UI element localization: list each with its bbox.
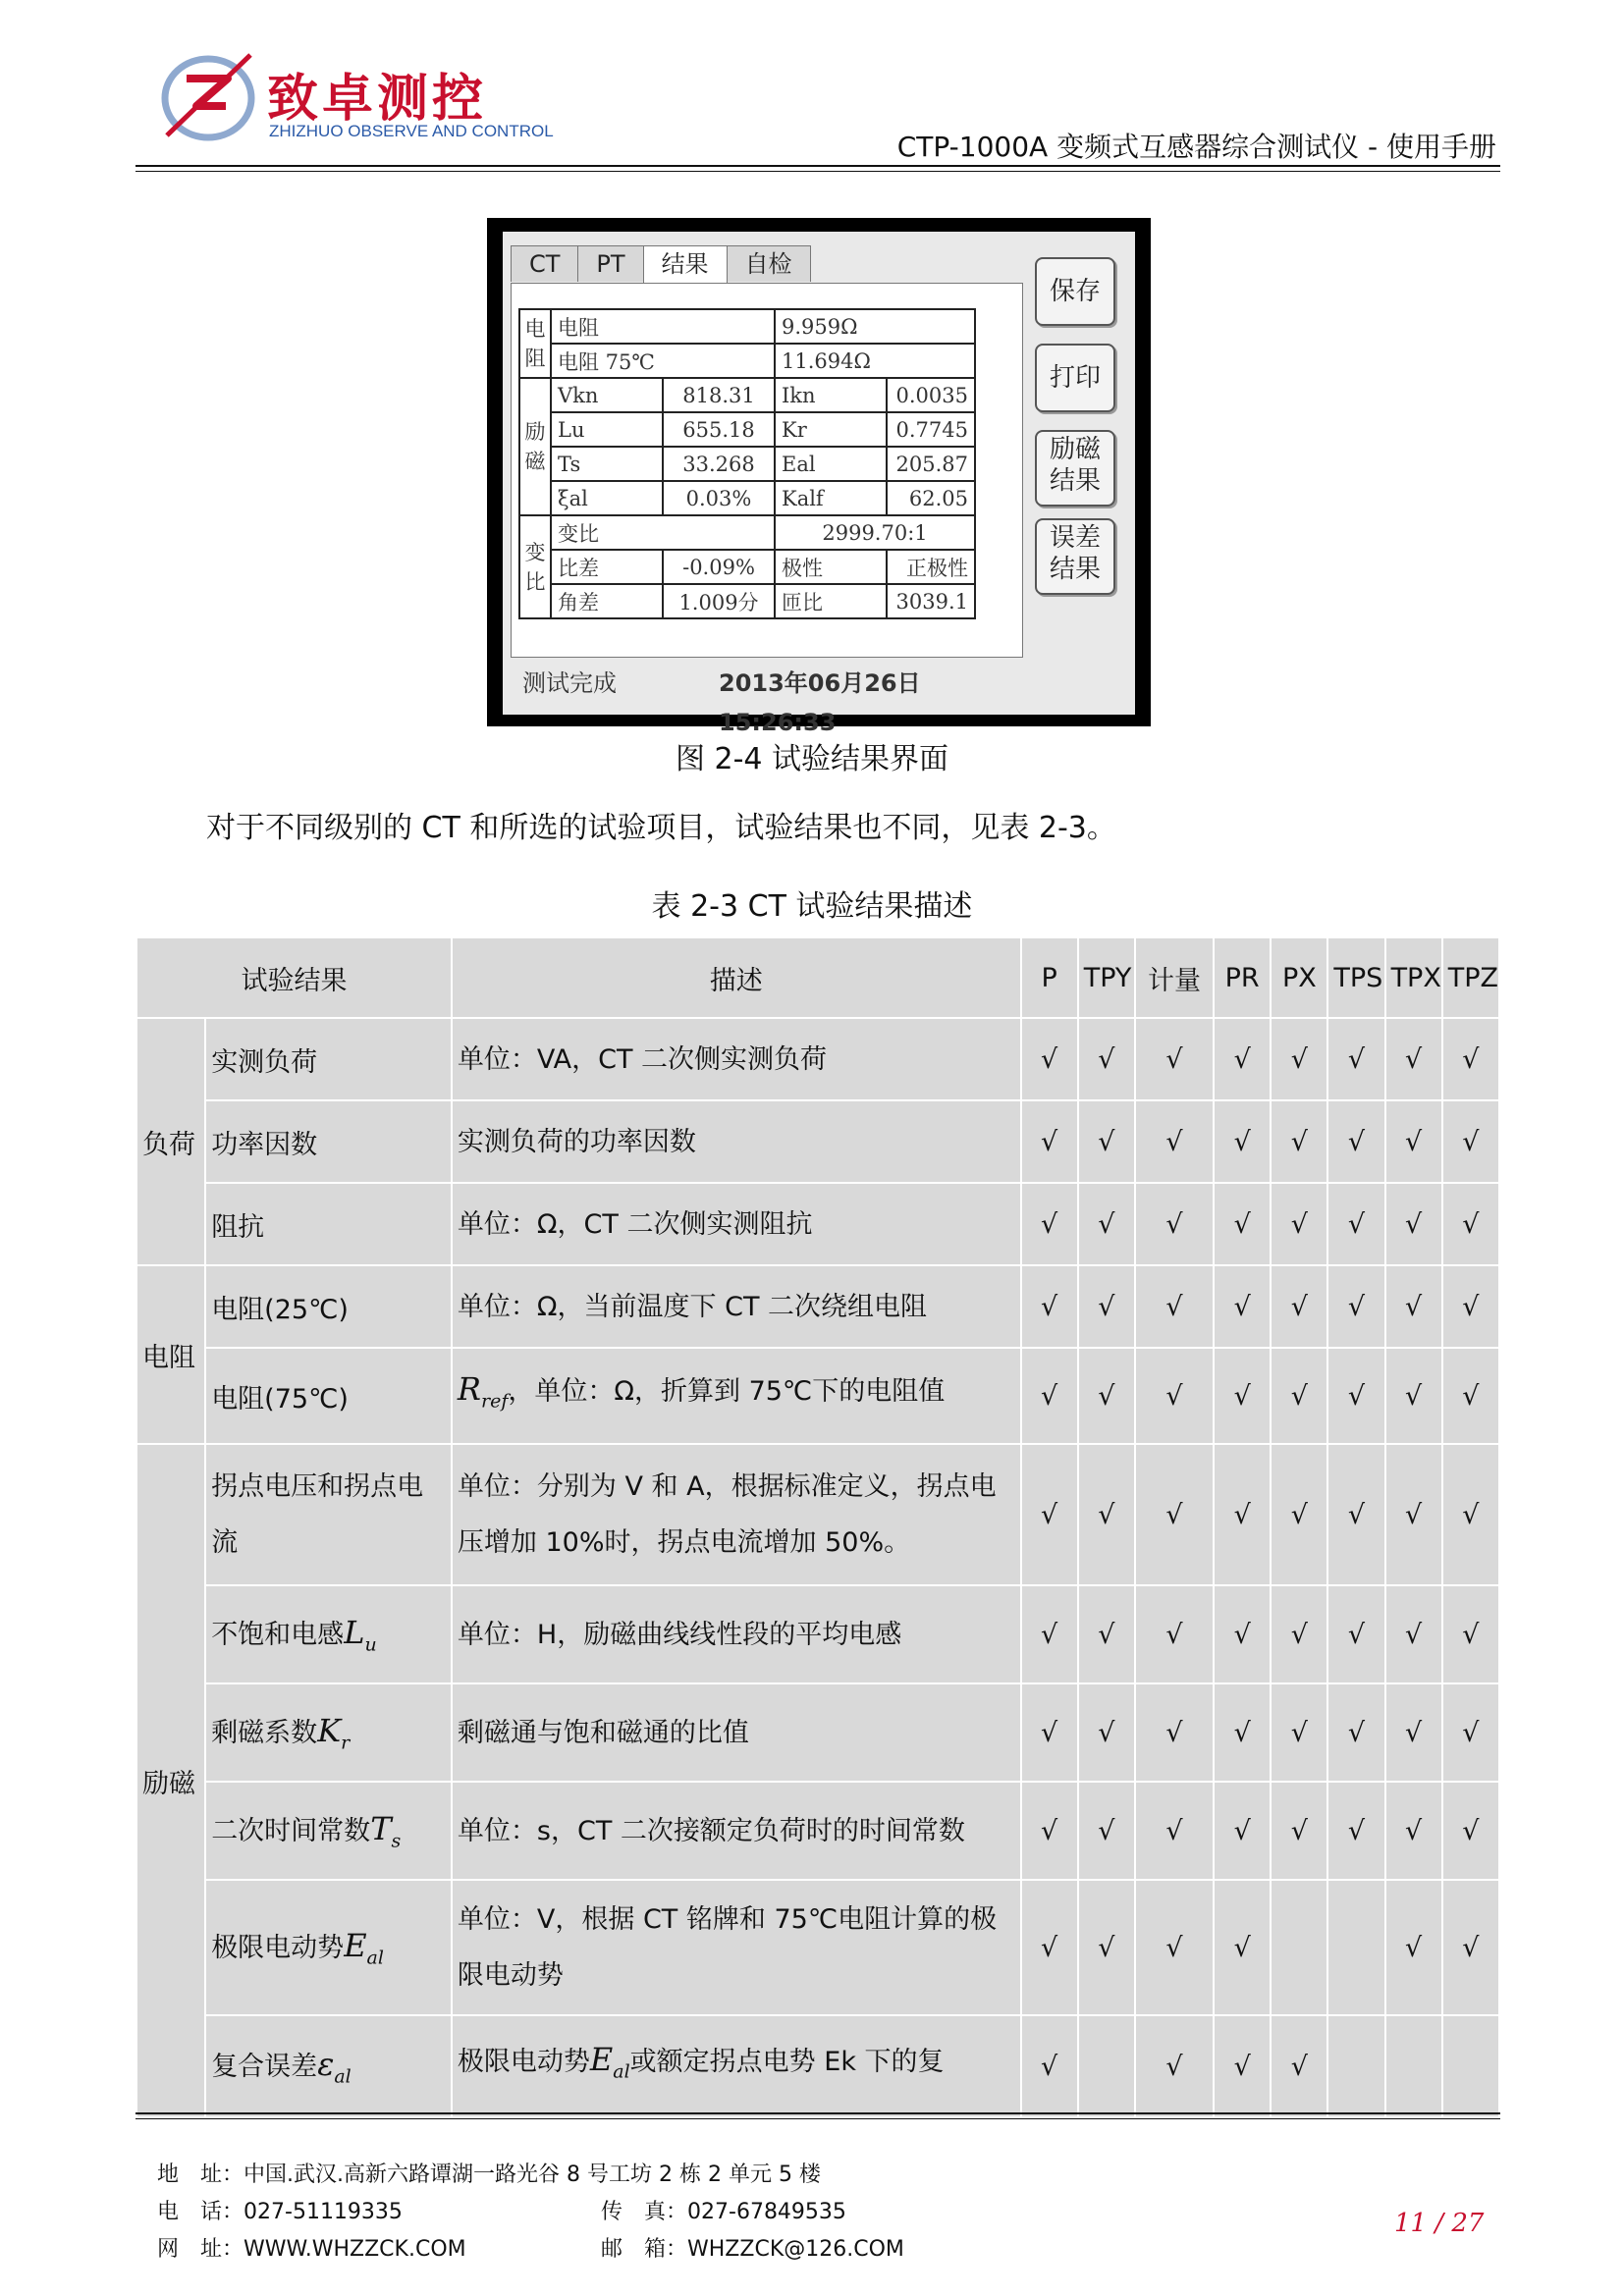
group-excitation-label: 励磁 <box>519 378 551 515</box>
symbol-base: R <box>457 1370 481 1409</box>
check-mark: √ <box>1271 2015 1327 2117</box>
description-text: 单位：Ω，CT 二次侧实测阻抗 <box>457 1208 813 1240</box>
group-label: 电阻 <box>136 1265 205 1444</box>
table-row <box>136 1683 1499 1782</box>
check-mark: √ <box>1021 1444 1078 1585</box>
body-paragraph: 对于不同级别的 CT 和所选的试验项目，试验结果也不同，见表 2-3。 <box>206 811 1116 845</box>
item-symbol <box>317 2046 352 2088</box>
symbol-subscript: al <box>366 1947 384 1969</box>
check-mark: √ <box>1327 1018 1384 1100</box>
excitation-result-button[interactable]: 励磁 结果 <box>1035 430 1115 507</box>
table-row <box>136 1183 1499 1265</box>
check-mark: √ <box>1021 1183 1078 1265</box>
empty-check-cell <box>1385 2015 1442 2117</box>
check-mark: √ <box>1078 1100 1135 1183</box>
check-mark: √ <box>1271 1265 1327 1348</box>
check-mark: √ <box>1385 1683 1442 1782</box>
check-mark: √ <box>1214 1880 1271 2015</box>
check-mark: √ <box>1135 1100 1214 1183</box>
item-symbol <box>317 1712 351 1754</box>
symbol-subscript: al <box>613 2060 630 2083</box>
exc-key: Kalf <box>775 481 887 515</box>
description-cell <box>452 1183 1021 1265</box>
check-mark: √ <box>1021 2015 1078 2117</box>
item-cell <box>205 1265 452 1348</box>
exc-value: 0.7745 <box>887 412 975 447</box>
table-row <box>136 2015 1499 2117</box>
description-text: 单位：V，根据 CT 铭牌和 75℃电阻计算的极限电动势 <box>457 1904 998 1991</box>
symbol-base: E <box>344 1927 367 1965</box>
check-mark: √ <box>1135 2015 1214 2117</box>
group-resistance-label: 电阻 <box>519 309 551 378</box>
item-label: 二次时间常数 <box>211 1816 371 1847</box>
check-mark: √ <box>1135 1683 1214 1782</box>
check-mark: √ <box>1385 1782 1442 1880</box>
ct-result-table <box>135 936 1500 2118</box>
description-cell <box>452 1348 1021 1444</box>
description-text: 单位：H，励磁曲线线性段的平均电感 <box>457 1619 902 1650</box>
check-mark: √ <box>1327 1782 1384 1880</box>
tab-result[interactable]: 结果 <box>643 245 728 284</box>
check-mark: √ <box>1442 1183 1499 1265</box>
description-cell <box>452 1444 1021 1585</box>
description-symbol <box>457 1370 509 1413</box>
check-mark: √ <box>1271 1348 1327 1444</box>
check-mark: √ <box>1214 2015 1271 2117</box>
symbol-subscript: u <box>364 1633 377 1656</box>
col-header: PX <box>1271 937 1327 1018</box>
ratio-label: 变比 <box>551 515 775 550</box>
check-mark: √ <box>1214 1265 1271 1348</box>
footer-fax <box>601 2195 846 2225</box>
description-symbol <box>589 2041 630 2083</box>
check-mark: √ <box>1385 1348 1442 1444</box>
exc-key: ξal <box>551 481 663 515</box>
check-mark: √ <box>1385 1585 1442 1683</box>
ratio-value: 3039.1 <box>887 584 975 618</box>
col-header: 描述 <box>452 937 1021 1018</box>
check-mark: √ <box>1021 1585 1078 1683</box>
status-datetime: 2013年06月26日 15:26:33 <box>719 669 921 736</box>
description-prefix: 极限电动势 <box>457 2047 590 2078</box>
exc-key: Eal <box>775 447 887 481</box>
result-table <box>518 308 976 619</box>
col-header: TPX <box>1385 937 1442 1018</box>
exc-key: Kr <box>775 412 887 447</box>
item-label: 电阻(25℃) <box>211 1294 349 1325</box>
check-mark: √ <box>1021 1348 1078 1444</box>
check-mark: √ <box>1021 1683 1078 1782</box>
exc-value: 205.87 <box>887 447 975 481</box>
check-mark: √ <box>1442 1683 1499 1782</box>
check-mark: √ <box>1442 1880 1499 2015</box>
check-mark: √ <box>1135 1444 1214 1585</box>
check-mark: √ <box>1214 1585 1271 1683</box>
symbol-base: E <box>589 2041 614 2079</box>
symbol-base: T <box>370 1810 392 1848</box>
check-mark: √ <box>1078 1348 1135 1444</box>
description-text: 单位：VA，CT 二次侧实测负荷 <box>457 1043 828 1075</box>
check-mark: √ <box>1327 1348 1384 1444</box>
item-cell <box>205 1683 452 1782</box>
item-cell <box>205 1444 452 1585</box>
description-cell <box>452 1265 1021 1348</box>
check-mark: √ <box>1021 1018 1078 1100</box>
check-mark: √ <box>1271 1444 1327 1585</box>
check-mark: √ <box>1214 1348 1271 1444</box>
exc-key: Lu <box>551 412 663 447</box>
check-mark: √ <box>1442 1444 1499 1585</box>
footer-address <box>157 2158 821 2188</box>
check-mark: √ <box>1385 1880 1442 2015</box>
ratio-key: 角差 <box>551 584 663 618</box>
item-cell <box>205 1100 452 1183</box>
table-row <box>136 1265 1499 1348</box>
email-label: 邮 箱： <box>601 2237 688 2262</box>
description-cell <box>452 1880 1021 2015</box>
check-mark: √ <box>1021 1782 1078 1880</box>
symbol-base: ε <box>317 2046 335 2084</box>
check-mark: √ <box>1385 1265 1442 1348</box>
phone-label: 电 话： <box>157 2200 244 2224</box>
check-mark: √ <box>1078 1018 1135 1100</box>
footer-divider <box>135 2112 1500 2114</box>
group-ratio-label: 变比 <box>519 515 551 618</box>
check-mark: √ <box>1078 1683 1135 1782</box>
check-mark: √ <box>1385 1100 1442 1183</box>
description-text: 单位：s，CT 二次接额定负荷时的时间常数 <box>457 1815 965 1846</box>
check-mark: √ <box>1135 1782 1214 1880</box>
document-title: CTP-1000A 变频式互感器综合测试仪 - 使用手册 <box>896 131 1496 163</box>
check-mark: √ <box>1021 1880 1078 2015</box>
symbol-subscript: r <box>341 1732 351 1754</box>
check-mark: √ <box>1214 1444 1271 1585</box>
address-label: 地 址： <box>157 2163 244 2187</box>
exc-value: 0.0035 <box>887 378 975 412</box>
check-mark: √ <box>1078 1265 1135 1348</box>
save-button[interactable]: 保存 <box>1035 257 1115 326</box>
group-label: 励磁 <box>136 1444 205 2117</box>
page-number: 11 / 27 <box>1394 2209 1485 2238</box>
description-cell <box>452 1100 1021 1183</box>
group-label: 负荷 <box>136 1018 205 1265</box>
col-header: TPZ <box>1442 937 1499 1018</box>
check-mark: √ <box>1385 1444 1442 1585</box>
exc-value: 62.05 <box>887 481 975 515</box>
ratio-value: 1.009分 <box>663 584 775 618</box>
ratio-key: 极性 <box>775 550 887 584</box>
description-text: 单位：Ω，当前温度下 CT 二次绕组电阻 <box>457 1291 928 1322</box>
company-logo-icon <box>157 47 265 145</box>
check-mark: √ <box>1271 1683 1327 1782</box>
symbol-subscript: al <box>334 2065 352 2088</box>
check-mark: √ <box>1442 1018 1499 1100</box>
footer-email <box>601 2232 904 2263</box>
resistance-value: 9.959Ω <box>775 309 975 344</box>
description-text: 实测负荷的功率因数 <box>457 1126 696 1157</box>
item-label: 功率因数 <box>211 1129 318 1160</box>
check-mark: √ <box>1442 1585 1499 1683</box>
table-row <box>136 1348 1499 1444</box>
check-mark: √ <box>1327 1100 1384 1183</box>
address-value: 中国.武汉.高新六路谭湖一路光谷 8 号工坊 2 栋 2 单元 5 楼 <box>244 2163 821 2187</box>
check-mark: √ <box>1271 1018 1327 1100</box>
description-text: ，单位：Ω，折算到 75℃下的电阻值 <box>508 1376 946 1408</box>
check-mark: √ <box>1021 1100 1078 1183</box>
check-mark: √ <box>1135 1265 1214 1348</box>
check-mark: √ <box>1214 1183 1271 1265</box>
brand-name-en: ZHIZHUO OBSERVE AND CONTROL <box>269 122 554 140</box>
check-mark: √ <box>1214 1683 1271 1782</box>
exc-value: 33.268 <box>663 447 775 481</box>
description-text: 剩磁通与饱和磁通的比值 <box>457 1717 749 1748</box>
check-mark: √ <box>1327 1183 1384 1265</box>
symbol-subscript: s <box>391 1830 402 1852</box>
exc-key: Ikn <box>775 378 887 412</box>
description-text: 或额定拐点电势 Ek 下的复 <box>629 2047 945 2078</box>
check-mark: √ <box>1135 1018 1214 1100</box>
description-cell <box>452 2015 1021 2117</box>
check-mark: √ <box>1327 1683 1384 1782</box>
symbol-base: K <box>317 1712 342 1750</box>
table-row <box>136 1585 1499 1683</box>
header-divider <box>135 165 1500 167</box>
description-cell <box>452 1585 1021 1683</box>
col-header: 计量 <box>1135 937 1214 1018</box>
check-mark: √ <box>1271 1782 1327 1880</box>
empty-check-cell <box>1271 1880 1327 2015</box>
item-cell <box>205 1018 452 1100</box>
check-mark: √ <box>1078 1183 1135 1265</box>
check-mark: √ <box>1078 1782 1135 1880</box>
brand-name-cn: 致卓测控 <box>267 70 488 129</box>
table-row <box>136 1018 1499 1100</box>
ratio-value: -0.09% <box>663 550 775 584</box>
ratio-value: 正极性 <box>887 550 975 584</box>
tab-pt[interactable]: PT <box>577 245 643 282</box>
exc-value: 0.03% <box>663 481 775 515</box>
exc-value: 818.31 <box>663 378 775 412</box>
description-text: 单位：分别为 V 和 A，根据标准定义，拐点电压增加 10%时，拐点电流增加 50%。 <box>457 1471 997 1558</box>
table-row <box>136 1100 1499 1183</box>
col-header: TPS <box>1327 937 1384 1018</box>
item-label: 剩磁系数 <box>211 1718 318 1749</box>
item-label: 复合误差 <box>211 2052 318 2083</box>
item-label: 不饱和电感 <box>211 1620 345 1651</box>
item-cell <box>205 1585 452 1683</box>
resistance75-value: 11.694Ω <box>775 344 975 378</box>
check-mark: √ <box>1327 1444 1384 1585</box>
check-mark: √ <box>1078 1444 1135 1585</box>
item-label: 极限电动势 <box>211 1933 345 1964</box>
check-mark: √ <box>1385 1183 1442 1265</box>
figure-caption: 图 2-4 试验结果界面 <box>675 742 949 776</box>
check-mark: √ <box>1078 1880 1135 2015</box>
footer-web <box>157 2232 466 2263</box>
check-mark: √ <box>1327 1585 1384 1683</box>
check-mark: √ <box>1271 1585 1327 1683</box>
item-cell <box>205 1782 452 1880</box>
check-mark: √ <box>1442 1348 1499 1444</box>
check-mark: √ <box>1214 1100 1271 1183</box>
check-mark: √ <box>1135 1183 1214 1265</box>
item-cell <box>205 1183 452 1265</box>
tab-ct[interactable]: CT <box>511 245 578 282</box>
check-mark: √ <box>1442 1782 1499 1880</box>
empty-check-cell <box>1078 2015 1135 2117</box>
ratio-key: 比差 <box>551 550 663 584</box>
check-mark: √ <box>1327 1265 1384 1348</box>
check-mark: √ <box>1135 1348 1214 1444</box>
check-mark: √ <box>1078 1585 1135 1683</box>
item-symbol <box>344 1927 384 1969</box>
item-label: 实测负荷 <box>211 1046 318 1078</box>
col-header: TPY <box>1078 937 1135 1018</box>
symbol-subscript: ref <box>481 1390 509 1413</box>
check-mark: √ <box>1271 1100 1327 1183</box>
item-symbol <box>344 1614 377 1656</box>
web-label: 网 址： <box>157 2237 244 2262</box>
empty-check-cell <box>1442 2015 1499 2117</box>
item-label: 电阻(75℃) <box>211 1383 349 1415</box>
exc-key: Vkn <box>551 378 663 412</box>
header-divider-thin <box>135 171 1500 172</box>
check-mark: √ <box>1135 1585 1214 1683</box>
empty-check-cell <box>1327 2015 1384 2117</box>
table-row <box>136 1782 1499 1880</box>
footer-phone <box>157 2195 403 2225</box>
table-caption: 表 2-3 CT 试验结果描述 <box>651 889 973 924</box>
tab-selfcheck[interactable]: 自检 <box>727 245 811 282</box>
item-cell <box>205 1880 452 2015</box>
resistance75-label: 电阻 75℃ <box>551 344 775 378</box>
device-status-bar <box>511 664 1021 736</box>
item-label: 阻抗 <box>211 1211 265 1243</box>
description-cell <box>452 1683 1021 1782</box>
resistance-label: 电阻 <box>551 309 775 344</box>
ratio-value: 2999.70:1 <box>775 515 975 550</box>
web-link[interactable]: WWW.WHZZCK.COM <box>244 2237 466 2262</box>
col-header: PR <box>1214 937 1271 1018</box>
table-row <box>136 1880 1499 2015</box>
check-mark: √ <box>1271 1183 1327 1265</box>
check-mark: √ <box>1214 1782 1271 1880</box>
phone-value: 027-51119335 <box>244 2200 403 2224</box>
col-header: P <box>1021 937 1078 1018</box>
col-header: 试验结果 <box>136 937 452 1018</box>
fax-value: 027-67849535 <box>687 2200 846 2224</box>
check-mark: √ <box>1135 1880 1214 2015</box>
table-row <box>136 1444 1499 1585</box>
fax-label: 传 真： <box>601 2200 688 2224</box>
description-cell <box>452 1018 1021 1100</box>
table-header-row <box>136 937 1499 1018</box>
print-button[interactable]: 打印 <box>1035 344 1115 412</box>
check-mark: √ <box>1385 1018 1442 1100</box>
error-result-button[interactable]: 误差 结果 <box>1035 518 1115 595</box>
footer-divider-thin <box>135 2118 1500 2119</box>
empty-check-cell <box>1327 1880 1384 2015</box>
status-text: 测试完成 <box>522 669 617 697</box>
check-mark: √ <box>1442 1265 1499 1348</box>
exc-key: Ts <box>551 447 663 481</box>
item-cell <box>205 2015 452 2117</box>
symbol-base: L <box>344 1614 365 1652</box>
ratio-key: 匝比 <box>775 584 887 618</box>
item-symbol <box>370 1810 402 1852</box>
check-mark: √ <box>1442 1100 1499 1183</box>
check-mark: √ <box>1021 1265 1078 1348</box>
check-mark: √ <box>1214 1018 1271 1100</box>
item-label: 拐点电压和拐点电流 <box>211 1471 424 1558</box>
description-cell <box>452 1782 1021 1880</box>
exc-value: 655.18 <box>663 412 775 447</box>
device-tab-bar <box>511 245 810 283</box>
email-link[interactable]: WHZZCK@126.COM <box>687 2237 904 2262</box>
item-cell <box>205 1348 452 1444</box>
